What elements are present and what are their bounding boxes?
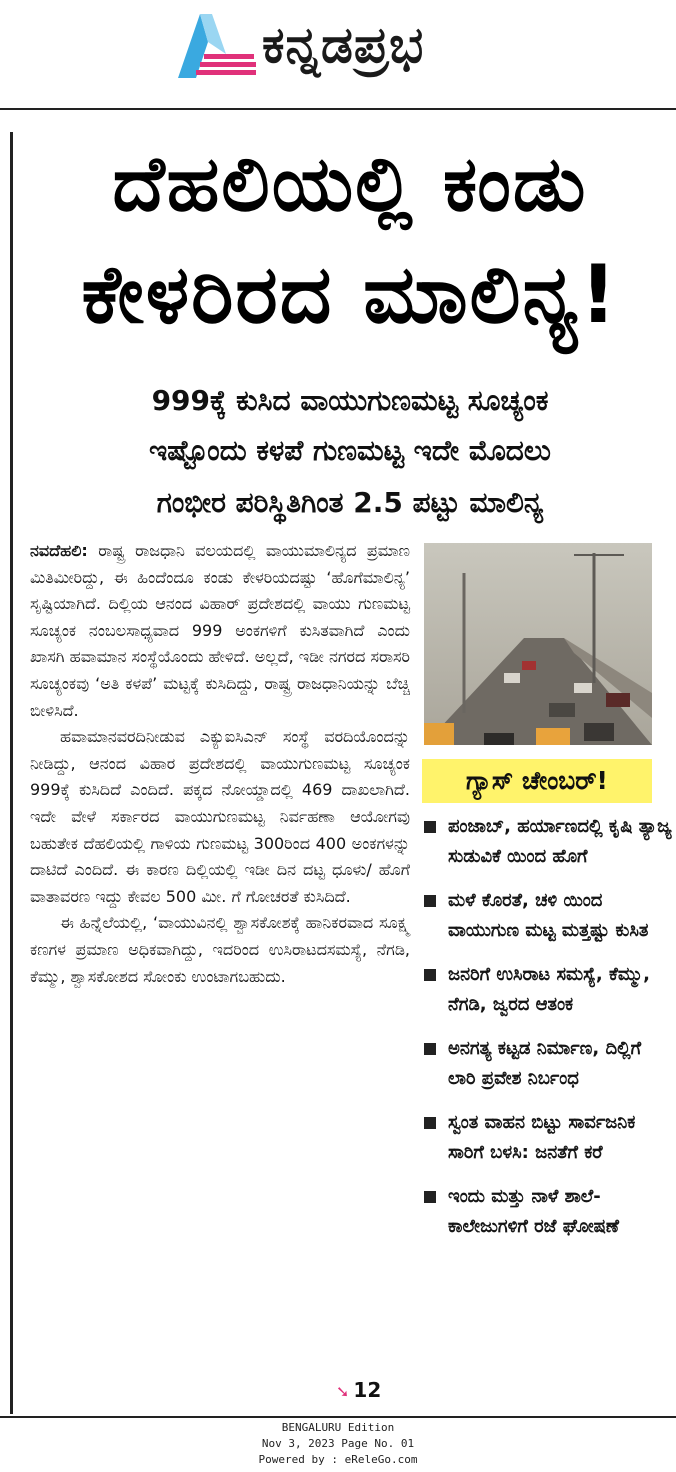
bullet-text: ಜನರಿಗೆ ಉಸಿರಾಟ ಸಮಸ್ಯೆ, ಕೆಮ್ಮು, ನೆಗಡಿ, ಜ್ವರದ ಆತಂಕ [448, 964, 650, 1015]
headline-line-1: ದೆಹಲಿಯಲ್ಲಿ ಕಂಡು [112, 139, 588, 228]
powered-by-link[interactable]: Powered by : eReleGo.com [258, 1453, 418, 1466]
column-divider [10, 132, 13, 1414]
article-body [30, 538, 410, 990]
gas-chamber-label: ಗ್ಯಾಸ್ ಚೇಂಬರ್! [422, 759, 652, 803]
subhead-1: 999ಕ್ಕೆ ಕುಸಿದ ವಾಯುಗುಣಮಟ್ಟ ಸೂಚ್ಯಂಕ [151, 384, 549, 417]
paragraph-text: ರಾಷ್ಟ್ರ ರಾಜಧಾನಿ ವಲಯದಲ್ಲಿ ವಾಯುಮಾಲಿನ್ಯದ ಪ್ರಮಾಣ ಮಿತಿಮೀರಿದ್ದು, ಈ ಹಿಂದೆಂದೂ ಕಂಡು ಕೇಳರಿಯದಷ್ಟು ‘ಹೊಗೆಮಾಲಿನ್ಯ’ ಸೃಷ್ಟಿಯಾಗಿದೆ. ದಿಲ್ಲಿಯ ಆನಂದ ವಿಹಾರ್ ಪ್ರದೇಶದಲ್ಲಿ ವಾಯು ಗುಣಮಟ್ಟ ಸೂಚ್ಯಂಕ ನಂಬಲಸಾಧ್ಯವಾದ 999 ಅಂಕಗಳಿಗೆ ಕುಸಿತವಾಗಿದೆ ಎಂದು ಖಾಸಗಿ ಹವಾಮಾನ ಸಂಸ್ಥೆಯೊಂದು ಹೇಳಿದೆ. ಅಲ್ಲದೆ, ಇಡೀ ನಗರದ ಸರಾಸರಿ ಸೂಚ್ಯಂಕವು ‘ಅತಿ ಕಳಪೆ’ ಮಟ್ಟಕ್ಕೆ ಕುಸಿದಿದ್ದು, ರಾಷ್ಟ್ರ ರಾಜಧಾನಿಯನ್ನು ಬೆಚ್ಚಿ ಬೀಳಿಸಿದೆ. [30, 541, 410, 720]
article-paragraph [30, 538, 410, 724]
bullet-square-icon [424, 821, 436, 833]
arrow-down-right-icon: ➘ [336, 1382, 350, 1401]
date-page-label: Nov 3, 2023 Page No. 01 [261, 1437, 415, 1450]
bullet-text: ಮಳೆ ಕೊರತೆ, ಚಳಿ ಯಿಂದ ವಾಯುಗುಣ ಮಟ್ಟ ಮತ್ತಷ್ಟು ಕುಸಿತ [448, 890, 649, 941]
smog-traffic-photo [424, 543, 652, 745]
masthead [0, 0, 676, 108]
masthead-rule [0, 108, 676, 110]
bullet-square-icon [424, 1117, 436, 1129]
bullet-square-icon [424, 969, 436, 981]
subhead-3: ಗಂಭೀರ ಪರಿಸ್ಥಿತಿಗಿಂತ 2.5 ಪಟ್ಟು ಮಾಲಿನ್ಯ [156, 486, 544, 519]
bullet-text: ಸ್ವಂತ ವಾಹನ ಬಿಟ್ಟು ಸಾರ್ವಜನಿಕ ಸಾರಿಗೆ ಬಳಸಿ: ಜನತೆಗೆ ಕರೆ [448, 1112, 636, 1163]
article-paragraph: ಈ ಹಿನ್ನೆಲೆಯಲ್ಲಿ, ‘ವಾಯುವಿನಲ್ಲಿ ಶ್ವಾಸಕೋಶಕ್ಕೆ ಹಾನಿಕರವಾದ ಸೂಕ್ಷ್ಮ ಕಣಗಳ ಪ್ರಮಾಣ ಅಧಿಕವಾಗಿದ್ದು, ಇದರಿಂದ ಉಸಿರಾಟದಸಮಸ್ಯೆ, ನೆಗಡಿ, ಕೆಮ್ಮು, ಶ್ವಾಸಕೋಶದ ಸೋಂಕು ಉಂಟಾಗಬಹುದು. [30, 913, 410, 986]
jump-page-number: 12 [353, 1378, 382, 1402]
headline-line-2: ಕೇಳರಿರದ ಮಾಲಿನ್ಯ! [81, 248, 619, 341]
continued-on-page[interactable] [336, 1378, 381, 1402]
bullet-square-icon [424, 1191, 436, 1203]
list-item [424, 1182, 672, 1242]
dateline: ನವದೆಹಲಿ: [30, 541, 88, 560]
brand-name: ಕನ್ನಡಪ್ರಭ [262, 16, 425, 74]
list-item [424, 1108, 672, 1168]
bullet-list [424, 812, 672, 1256]
footer [0, 1420, 676, 1468]
list-item [424, 812, 672, 872]
subhead-2: ಇಷ್ಟೊಂದು ಕಳಪೆ ಗುಣಮಟ್ಟ ಇದೇ ಮೊದಲು [149, 434, 551, 467]
list-item [424, 1034, 672, 1094]
triangle-logo-icon [178, 14, 258, 80]
bullet-text: ಇಂದು ಮತ್ತು ನಾಳೆ ಶಾಲೆ-ಕಾಲೇಜುಗಳಿಗೆ ರಜೆ ಘೋಷಣೆ [448, 1186, 619, 1237]
bullet-square-icon [424, 895, 436, 907]
bullet-text: ಪಂಜಾಬ್, ಹರ್ಯಾಣದಲ್ಲಿ ಕೃಷಿ ತ್ಯಾಜ್ಯ ಸುಡುವಿಕೆ ಯಿಂದ ಹೊಗೆ [448, 816, 672, 867]
footer-rule [0, 1416, 676, 1418]
edition-label: BENGALURU Edition [281, 1421, 395, 1434]
list-item [424, 960, 672, 1020]
bullet-text: ಅನಗತ್ಯ ಕಟ್ಟಡ ನಿರ್ಮಾಣ, ದಿಲ್ಲಿಗೆ ಲಾರಿ ಪ್ರವೇಶ ನಿರ್ಬಂಧ [448, 1038, 642, 1089]
article-paragraph: ಹವಾಮಾನವರದಿನೀಡುವ ಎಕ್ಯುಐಸಿಎನ್ ಸಂಸ್ಥೆ ವರದಿಯೊಂದನ್ನು ನೀಡಿದ್ದು, ಆನಂದ ವಿಹಾರ ಪ್ರದೇಶದಲ್ಲಿ ವಾಯುಗುಣಮಟ್ಟ ಸೂಚ್ಯಂಕ 999ಕ್ಕೆ ಕುಸಿದಿದೆ ಎಂದಿದೆ. ಪಕ್ಕದ ನೋಯ್ಡಾದಲ್ಲಿ 469 ದಾಖಲಾಗಿದೆ. ಇದೇ ವೇಳೆ ಸರ್ಕಾರದ ವಾಯುಗುಣಮಟ್ಟ ನಿರ್ವಹಣಾ ಆಯೋಗವು ಬಹುತೇಕ ದೆಹಲಿಯಲ್ಲಿ ಗಾಳಿಯ ಗುಣಮಟ್ಟ 300ರಿಂದ 400 ಅಂಕಗಳನ್ನು ದಾಟಿದೆ ಎಂದಿದೆ. ಈ ಕಾರಣ ದಿಲ್ಲಿಯಲ್ಲಿ ಇಡೀ ದಿನ ದಟ್ಟ ಧೂಳು/ ಹೊಗೆ ವಾತಾವರಣ ಇದ್ದು ಕೇವಲ 500 ಮೀ. ಗೆ ಗೋಚರತೆ ಕುಸಿದಿದೆ. [30, 727, 410, 906]
bullet-square-icon [424, 1043, 436, 1055]
list-item [424, 886, 672, 946]
